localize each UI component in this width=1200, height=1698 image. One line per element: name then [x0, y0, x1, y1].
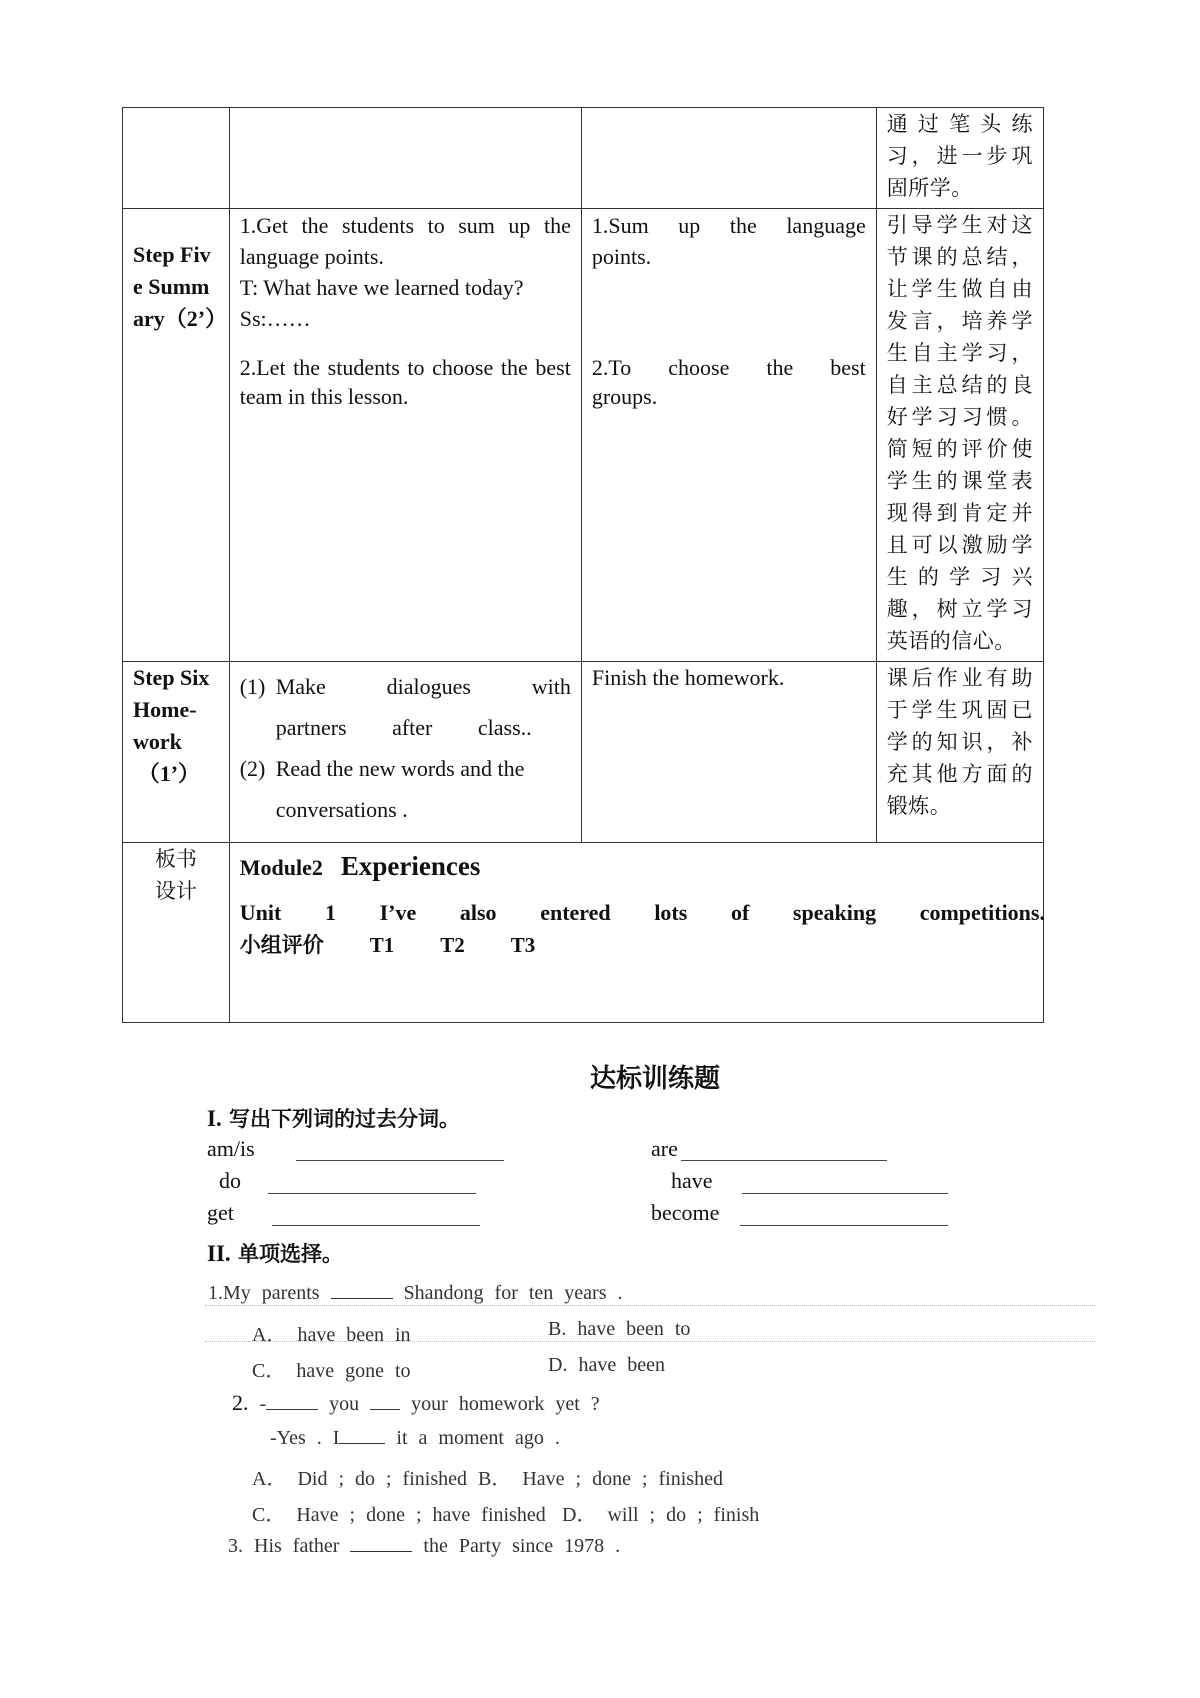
cell-teacher-homework [229, 662, 581, 843]
unit-title-word: also [459, 900, 497, 925]
cell-student-summary [581, 209, 876, 662]
option-a[interactable]: A． have been in [252, 1324, 411, 1346]
step-six-label-2: Home- [133, 697, 197, 722]
unit-title-word: lots [654, 900, 688, 925]
cell-student-empty [581, 108, 876, 209]
board-label-2: 设计 [154, 879, 197, 903]
answer-blank[interactable] [742, 1193, 948, 1194]
answer-blank[interactable] [296, 1160, 504, 1161]
section-text: 单项选择。 [237, 1242, 343, 1266]
unit-title-word: 1 [324, 900, 336, 925]
teacher-activity-1: 1.Get the students to sum up the language points. [239, 213, 571, 269]
cell-teacher-summary [229, 209, 581, 662]
board-unit-title [240, 897, 1045, 928]
section-1-heading [207, 1103, 460, 1133]
option-d[interactable]: D. have been [548, 1354, 665, 1376]
word-are: are [651, 1136, 678, 1161]
unit-title-word: competitions. [919, 900, 1045, 925]
cell-student-homework [581, 662, 876, 843]
question-stem: 3. His father [228, 1535, 340, 1557]
answer-blank[interactable] [370, 1393, 400, 1410]
word-get: get [207, 1200, 234, 1225]
question-stem: your homework yet ? [411, 1393, 600, 1415]
student-activity-1: 1.Sum up the language points. [591, 213, 866, 269]
board-group-eval [240, 930, 1033, 961]
cell-board-label [123, 843, 230, 1023]
answer-blank[interactable] [681, 1160, 887, 1161]
word-have: have [671, 1168, 713, 1193]
unit-title-word: entered [540, 900, 611, 925]
option-c[interactable]: C． have gone to [252, 1360, 411, 1382]
homework-item-2: Read the new words and the conversations . [275, 756, 525, 822]
exercise-title: 达标训练题 [589, 1064, 720, 1094]
section-number: I. [207, 1106, 222, 1131]
team-label: T1 [369, 933, 395, 957]
table-row-board [123, 843, 1044, 1023]
list-item [240, 666, 571, 748]
lesson-plan-table [122, 107, 1044, 1023]
cell-step-empty [123, 108, 230, 209]
question-stem: the Party since 1978 . [423, 1535, 621, 1557]
word-do: do [219, 1168, 241, 1193]
word-am-is: am/is [207, 1136, 255, 1161]
question-stem: - [259, 1393, 267, 1415]
unit-title-word: of [730, 900, 750, 925]
team-label: T2 [440, 933, 465, 957]
step-six-label-3: work [133, 729, 182, 754]
question-2-answer [270, 1427, 560, 1450]
section-number: II. [207, 1241, 231, 1266]
list-item-number: (2) [239, 756, 266, 781]
cell-purpose [876, 108, 1043, 209]
unit-title-word: speaking [792, 900, 877, 925]
step-six-time: （1’） [137, 761, 201, 786]
question-3 [228, 1535, 620, 1558]
question-2 [232, 1390, 600, 1416]
answer-blank[interactable] [331, 1282, 393, 1299]
option-b[interactable]: B． Have ; done ; finished [478, 1468, 723, 1490]
cell-purpose-homework [876, 662, 1043, 843]
answer-blank[interactable] [268, 1193, 476, 1194]
cell-teacher-empty [229, 108, 581, 209]
purpose-text: 引导学生对这节课的总结，让学生做自由发言，培养学生自主学习，自主总结的良好学习习惯。简短的评价使学生的课堂表现得到肯定并且可以激励学生的学习兴趣，树立学习英语的信心。 [886, 213, 1033, 653]
question-number: 2. [232, 1390, 249, 1415]
answer-blank[interactable] [339, 1427, 385, 1444]
cell-board-content [229, 843, 1043, 1023]
list-item-number: (1) [239, 674, 266, 699]
option-d[interactable]: D． will ; do ; finish [562, 1504, 760, 1526]
list-item [240, 748, 571, 830]
module-name: Module2 [239, 855, 323, 880]
cell-step-summary [123, 209, 230, 662]
teacher-activity-2: T: What have we learned today? [239, 275, 524, 300]
module-title: Experiences [340, 851, 481, 881]
answer-blank[interactable] [266, 1393, 318, 1410]
dotted-rule [205, 1305, 1095, 1306]
student-activity-2: 2.To choose the best groups. [591, 355, 866, 409]
option-c[interactable]: C． Have ; done ; have finished [252, 1504, 546, 1526]
step-five-label: Step Five Summary（2’） [133, 242, 228, 331]
option-a[interactable]: A． Did ; do ; finished [252, 1468, 467, 1490]
cell-purpose-summary [876, 209, 1043, 662]
unit-title-word: Unit [239, 900, 282, 925]
word-become: become [651, 1200, 720, 1225]
teacher-activity-3: Ss:…… [239, 306, 311, 331]
student-activity: Finish the homework. [591, 665, 785, 690]
purpose-text: 通过笔头练习，进一步巩固所学。 [886, 112, 1033, 200]
cell-step-homework [123, 662, 230, 843]
section-text: 写出下列词的过去分词。 [229, 1107, 461, 1131]
answer-blank[interactable] [350, 1535, 412, 1552]
team-label: T3 [510, 933, 536, 957]
question-stem: you [329, 1393, 360, 1415]
table-row-summary [123, 209, 1044, 662]
eval-label: 小组评价 [239, 933, 324, 957]
dotted-rule [205, 1341, 1095, 1342]
unit-title-word: I’ve [379, 900, 417, 925]
question-1 [208, 1282, 623, 1305]
question-stem: Shandong for ten years . [403, 1282, 623, 1304]
question-stem: it a moment ago . [396, 1427, 560, 1449]
purpose-text: 课后作业有助于学生巩固已学的知识，补充其他方面的锻炼。 [886, 666, 1033, 818]
table-row-homework [123, 662, 1044, 843]
answer-blank[interactable] [740, 1225, 948, 1226]
board-module-title [240, 851, 1033, 883]
question-stem: 1.My parents [208, 1282, 320, 1304]
teacher-activity-4: 2.Let the students to choose the best team in this lesson. [239, 355, 571, 409]
question-stem: -Yes . I [270, 1427, 340, 1449]
board-label: 板书 [154, 847, 197, 871]
option-b[interactable]: B. have been to [548, 1318, 691, 1340]
answer-blank[interactable] [272, 1225, 480, 1226]
section-2-heading [207, 1238, 343, 1268]
step-six-label: Step Six [133, 665, 210, 690]
table-row-continuation [123, 108, 1044, 209]
homework-item-1: Make dialogues with partners after class.. [275, 674, 571, 740]
